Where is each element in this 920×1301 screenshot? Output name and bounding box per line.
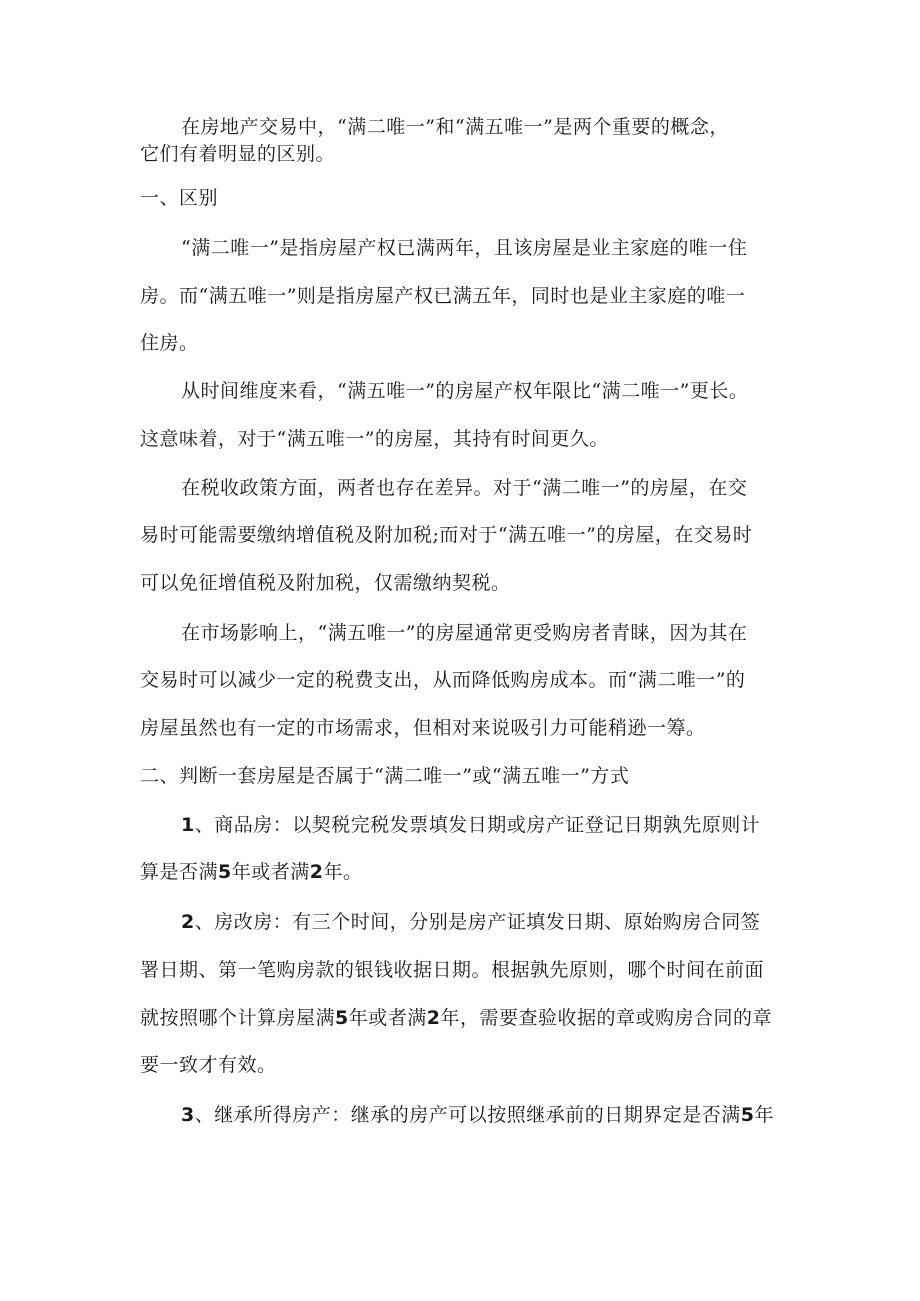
item-1-years-2: 2 bbox=[309, 861, 324, 883]
item-3-number: 3 bbox=[181, 1104, 195, 1126]
item-3-years-5: 5 bbox=[740, 1104, 755, 1126]
item-2-line-1 bbox=[181, 910, 760, 934]
item-2-line-2: 署日期、第一笔购房款的银钱收据日期。根据孰先原则，哪个时间在前面 bbox=[140, 959, 765, 981]
item-2-years-5: 5 bbox=[335, 1007, 349, 1029]
item-2-number: 2 bbox=[181, 911, 195, 933]
item-2-years-2: 2 bbox=[426, 1007, 441, 1029]
item-3-text-1b: 年 bbox=[754, 1104, 774, 1126]
paragraph-4-line-1: 在市场影响上，“满五唯一”的房屋通常更受购房者青睐，因为其在 bbox=[181, 622, 748, 644]
item-3-line-1 bbox=[181, 1103, 774, 1127]
paragraph-3-line-3: 可以免征增值税及附加税，仅需缴纳契税。 bbox=[140, 572, 511, 594]
item-1-text-2b: 年或者满 bbox=[231, 861, 310, 883]
item-1-number: 1 bbox=[181, 814, 195, 836]
paragraph-2-line-1: 从时间维度来看，“满五唯一”的房屋产权年限比“满二唯一”更长。 bbox=[181, 380, 749, 402]
item-1-text-2c: 年。 bbox=[323, 861, 363, 883]
paragraph-3-line-2: 易时可能需要缴纳增值税及附加税;而对于“满五唯一”的房屋，在交易时 bbox=[140, 524, 753, 546]
item-1-years-5: 5 bbox=[218, 861, 232, 883]
item-2-line-3 bbox=[140, 1006, 772, 1030]
paragraph-1-line-2: 房。而“满五唯一”则是指房屋产权已满五年，同时也是业主家庭的唯一 bbox=[140, 285, 746, 307]
paragraph-2-line-2: 这意味着，对于“满五唯一”的房屋，其持有时间更久。 bbox=[140, 428, 609, 450]
paragraph-3-line-1: 在税收政策方面，两者也存在差异。对于“满二唯一”的房屋，在交 bbox=[181, 477, 748, 499]
item-1-text-2a: 算是否满 bbox=[140, 861, 219, 883]
item-1-line-2 bbox=[140, 860, 363, 884]
paragraph-4-line-3: 房屋虽然也有一定的市场需求，但相对来说吸引力可能稍逊一筹。 bbox=[140, 717, 706, 739]
intro-line-1: 在房地产交易中，“满二唯一”和“满五唯一”是两个重要的概念， bbox=[181, 116, 729, 138]
section-heading-2: 二、判断一套房屋是否属于“满二唯一”或“满五唯一”方式 bbox=[140, 765, 630, 787]
paragraph-1-line-3: 住房。 bbox=[140, 332, 199, 354]
item-2-text-3a: 就按照哪个计算房屋满 bbox=[140, 1007, 336, 1029]
section-heading-1: 一、区别 bbox=[140, 187, 219, 209]
item-2-text-3b: 年或者满 bbox=[348, 1007, 427, 1029]
item-1-text-1: 、商品房：以契税完税发票填发日期或房产证登记日期孰先原则计 bbox=[194, 814, 761, 836]
item-3-text-1: 、继承所得房产：继承的房产可以按照继承前的日期界定是否满 bbox=[194, 1104, 741, 1126]
item-2-line-4: 要一致才有效。 bbox=[140, 1054, 277, 1076]
item-1-line-1 bbox=[181, 813, 760, 837]
paragraph-4-line-2: 交易时可以减少一定的税费支出，从而降低购房成本。而“满二唯一”的 bbox=[140, 669, 746, 691]
paragraph-1-line-1: “满二唯一”是指房屋产权已满两年，且该房屋是业主家庭的唯一住 bbox=[181, 237, 748, 259]
intro-line-2: 它们有着明显的区别。 bbox=[140, 143, 336, 165]
item-2-text-3c: 年，需要查验收据的章或购房合同的章 bbox=[440, 1007, 773, 1029]
item-2-text-1: 、房改房：有三个时间，分别是房产证填发日期、原始购房合同签 bbox=[194, 911, 761, 933]
